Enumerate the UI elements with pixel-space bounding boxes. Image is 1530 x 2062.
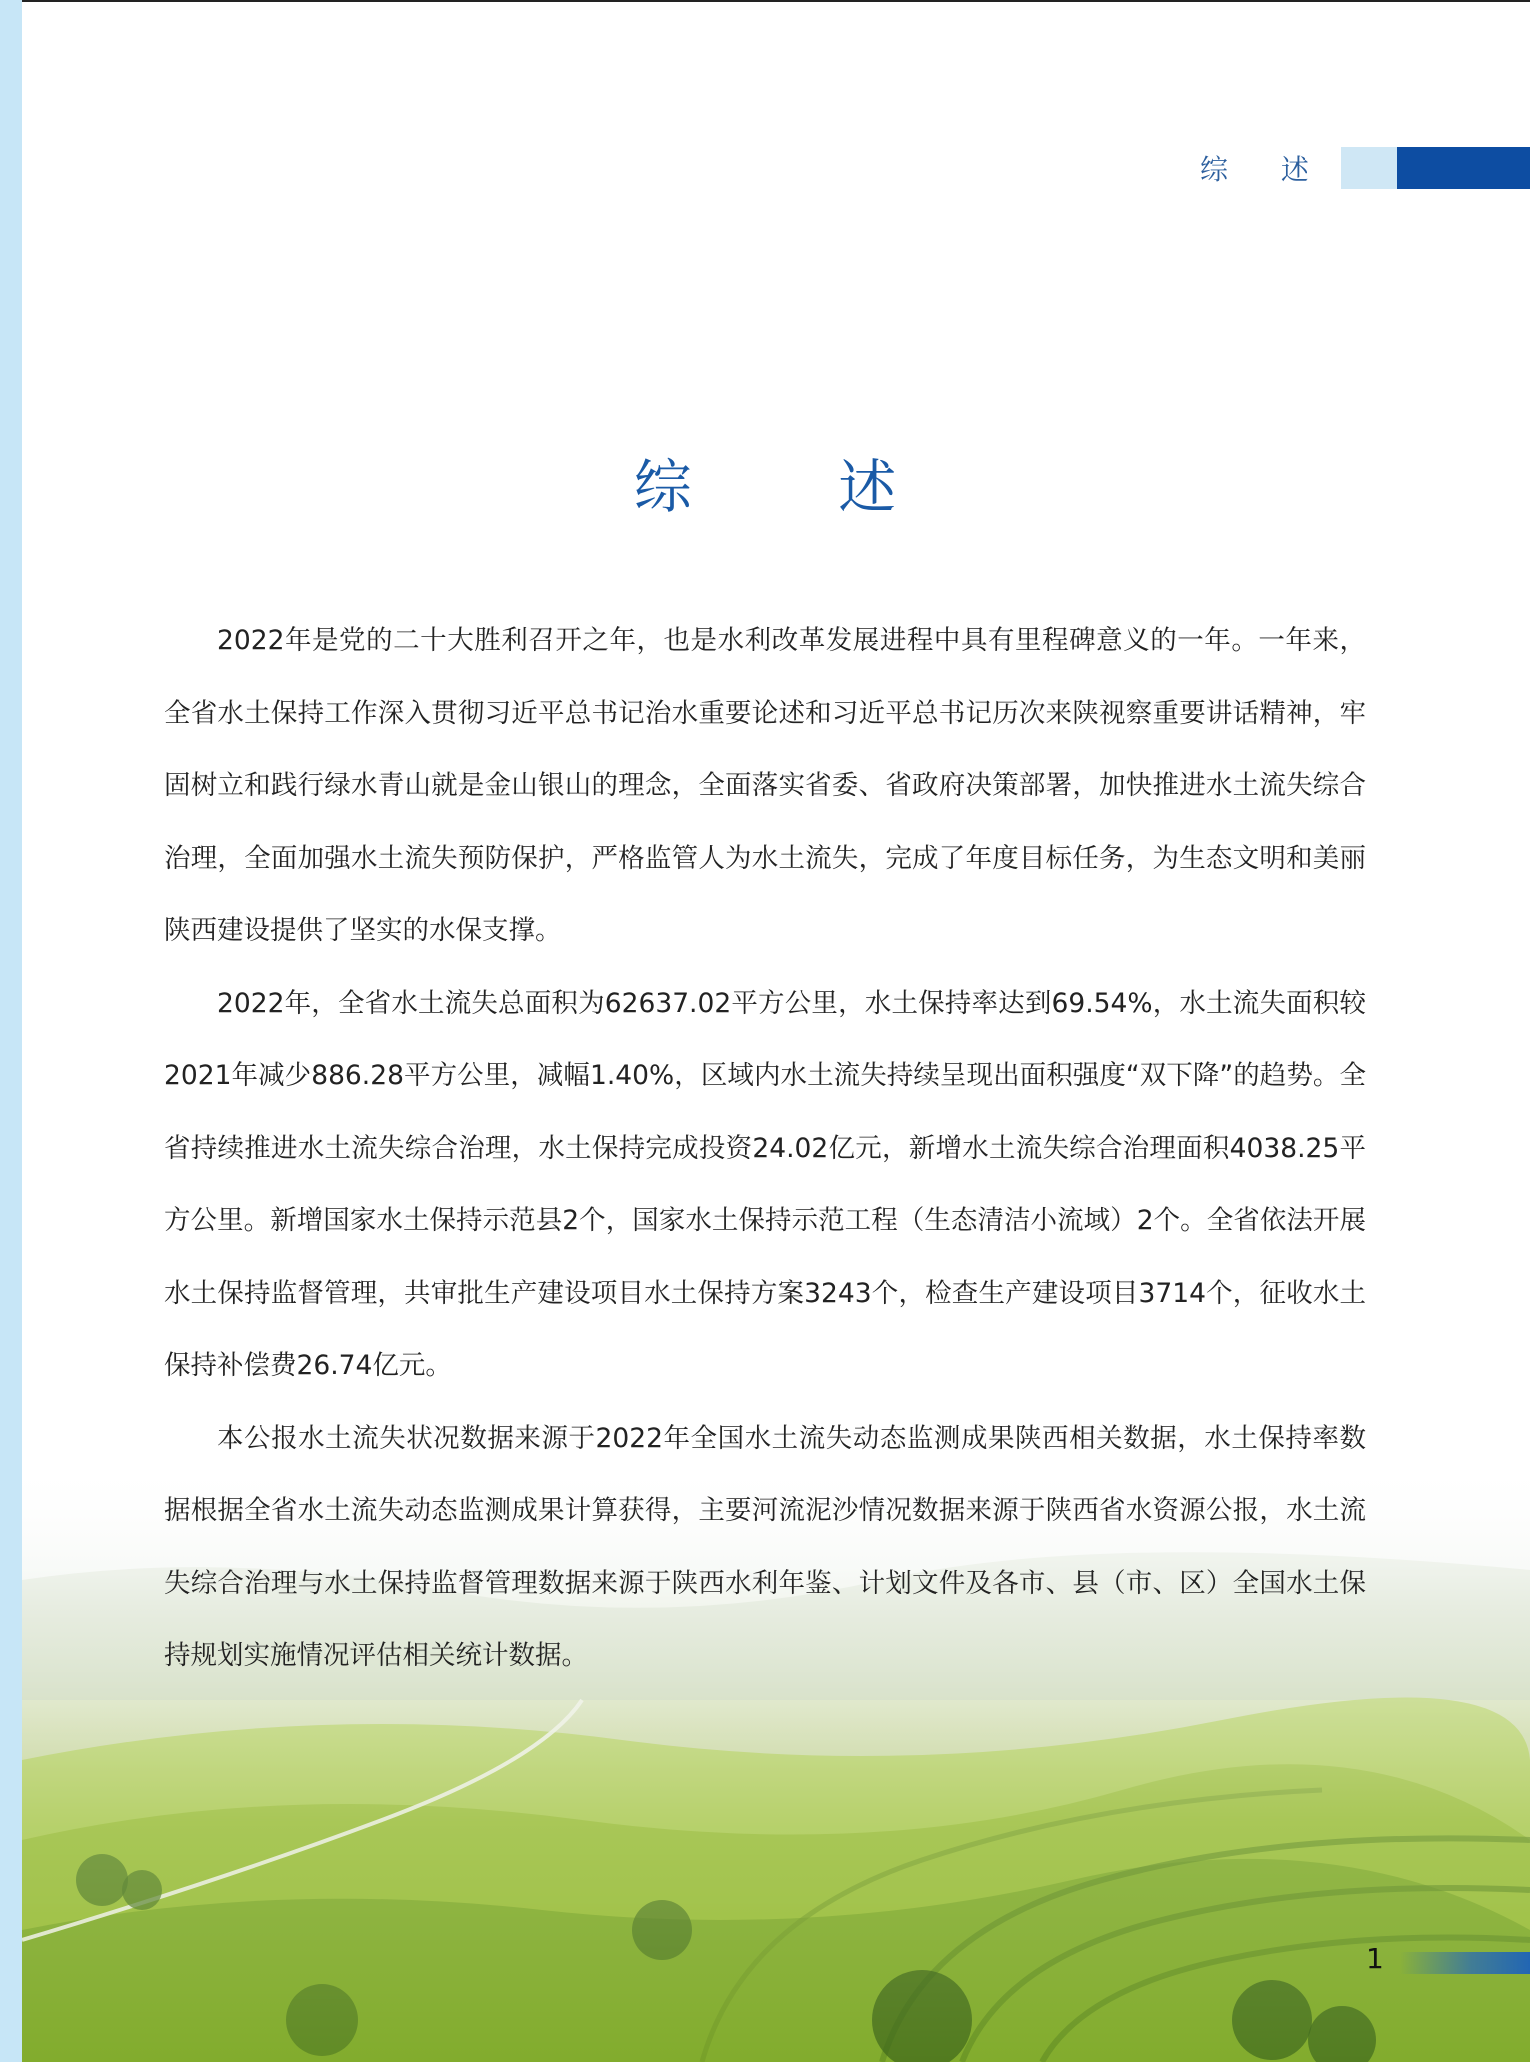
section-header-tag bbox=[1200, 146, 1530, 190]
page-number-bar bbox=[1400, 1952, 1530, 1974]
paragraph-2: 2022年，全省水土流失总面积为62637.02平方公里，水土保持率达到69.54%，水土流失面积较2021年减少886.28平方公里，减幅1.40%，区域内水土流失持续呈现出面积强度“双下降”的趋势。全省持续推进水土流失综合治理，水土保持完成投资24.02亿元，新增水土流失综合治理面积4038.25平方公里。新增国家水土保持示范县2个，国家水土保持示范工程（生态清洁小流域）2个。全省依法开展水土保持监督管理，共审批生产建设项目水土保持方案3243个，检查生产建设项目3714个，征收水土保持补偿费26.74亿元。 bbox=[164, 987, 1366, 1381]
paragraph-1: 2022年是党的二十大胜利召开之年，也是水利改革发展进程中具有里程碑意义的一年。一年来，全省水土保持工作深入贯彻习近平总书记治水重要论述和习近平总书记历次来陕视察重要讲话精神，牢固树立和践行绿水青山就是金山银山的理念，全面落实省委、省政府决策部署，加快推进水土流失综合治理，全面加强水土流失预防保护，严格监管人为水土流失，完成了年度目标任务，为生态文明和美丽陕西建设提供了坚实的水保支撑。 bbox=[164, 625, 1366, 946]
header-light-block bbox=[1341, 147, 1397, 189]
header-dark-block bbox=[1397, 147, 1530, 189]
paragraph-3: 本公报水土流失状况数据来源于2022年全国水土流失动态监测成果陕西相关数据，水土保持率数据根据全省水土流失动态监测成果计算获得，主要河流泥沙情况数据来源于陕西省水资源公报，水土流失综合治理与水土保持监督管理数据来源于陕西水利年鉴、计划文件及各市、县（市、区）全国水土保持规划实施情况评估相关统计数据。 bbox=[164, 1422, 1366, 1671]
page-title: 综 述 bbox=[633, 453, 961, 521]
body-text bbox=[164, 605, 1366, 1693]
section-tag-label: 综 述 bbox=[1200, 153, 1331, 186]
left-color-stripe bbox=[0, 0, 22, 2062]
top-border bbox=[0, 0, 1530, 2]
page-number: 1 bbox=[1366, 1942, 1384, 1975]
